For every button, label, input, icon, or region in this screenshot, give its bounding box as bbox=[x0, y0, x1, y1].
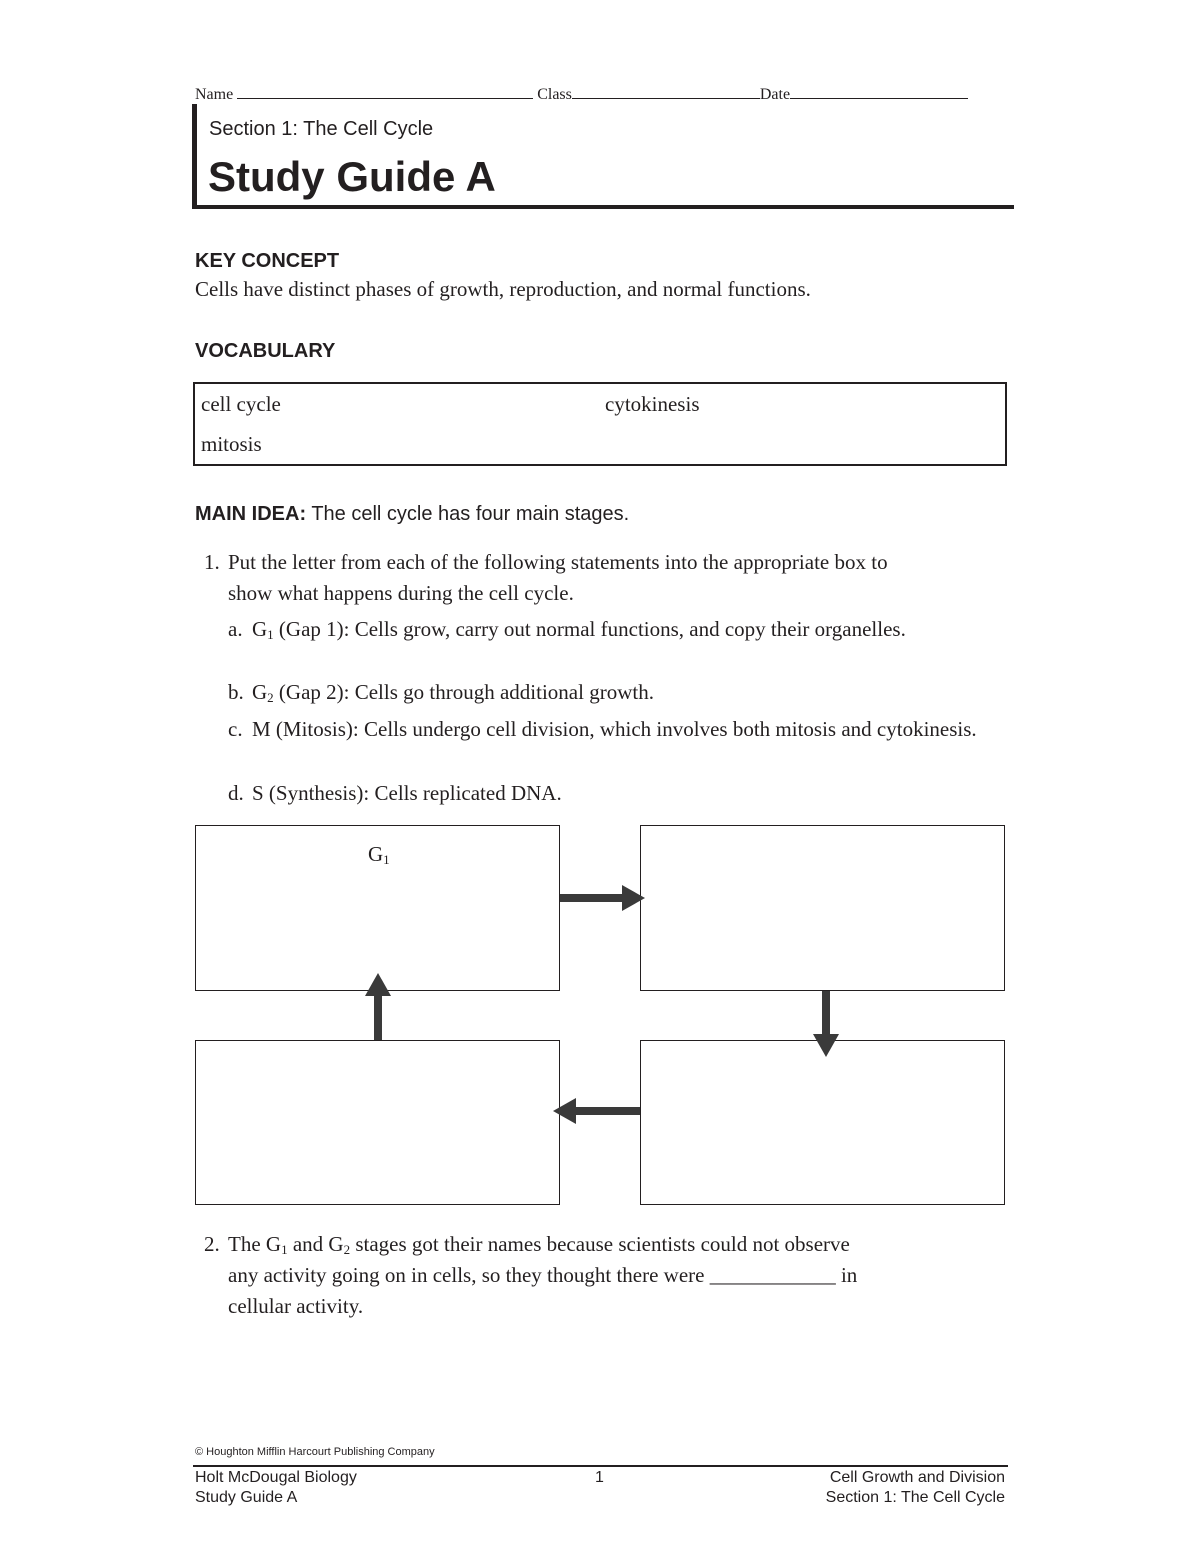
question-1-line-1: Put the letter from each of the following statements into the appropriate box to bbox=[228, 550, 888, 574]
question-1-line-2: show what happens during the cell cycle. bbox=[228, 581, 574, 605]
arrow-right-icon bbox=[560, 885, 645, 911]
page-number: 1 bbox=[595, 1469, 604, 1486]
question-1-number: 1. bbox=[204, 550, 220, 574]
footer-guide-name: Study Guide A bbox=[195, 1489, 298, 1506]
footer-divider bbox=[193, 1465, 1008, 1467]
vocab-term: mitosis bbox=[201, 432, 262, 456]
vocab-term: cell cycle bbox=[201, 392, 281, 416]
arrow-down-icon bbox=[813, 991, 839, 1057]
main-idea-text: The cell cycle has four main stages. bbox=[311, 503, 630, 525]
vocabulary-heading: VOCABULARY bbox=[195, 340, 336, 362]
arrow-up-icon bbox=[365, 973, 391, 1040]
name-label: Name bbox=[195, 86, 234, 103]
key-concept-heading: KEY CONCEPT bbox=[195, 250, 340, 272]
item-b-text: $G_2$ (Gap 2): Cells go through additional growth. bbox=[252, 680, 654, 705]
vocab-term: cytokinesis bbox=[605, 392, 700, 416]
item-d-text: S (Synthesis): Cells replicated DNA. bbox=[252, 781, 562, 805]
item-a-text: $G_1$ (Gap 1): Cells grow, carry out normal functions, and copy their organelles. bbox=[252, 617, 906, 642]
page-title: Study Guide A bbox=[208, 153, 496, 200]
section-label: Section 1: The Cell Cycle bbox=[209, 118, 434, 140]
footer-chapter: Cell Growth and Division bbox=[829, 1469, 1005, 1486]
item-d-letter: d. bbox=[228, 781, 244, 805]
main-idea-label: MAIN IDEA: bbox=[195, 503, 307, 525]
arrow-left-icon bbox=[553, 1098, 640, 1124]
box-1-label: $G_1$ bbox=[368, 842, 390, 867]
class-label: Class bbox=[537, 86, 572, 103]
question-2-line-1: The $G_1$ and $G_2$ stages got their names because scientists could not observe bbox=[228, 1232, 850, 1257]
copyright: © Houghton Mifflin Harcourt Publishing Company bbox=[195, 1446, 435, 1458]
question-2-line-2: any activity going on in cells, so they thought there were ____________ in bbox=[228, 1263, 858, 1287]
question-2-number: 2. bbox=[204, 1232, 220, 1256]
item-c-text: M (Mitosis): Cells undergo cell division, which involves both mitosis and cytokinesis. bbox=[252, 717, 977, 741]
item-a-letter: a. bbox=[228, 617, 243, 641]
footer-section: Section 1: The Cell Cycle bbox=[825, 1489, 1005, 1506]
footer-book-title: Holt McDougal Biology bbox=[195, 1469, 357, 1486]
date-label: Date bbox=[759, 86, 791, 103]
question-2-line-3: cellular activity. bbox=[228, 1294, 364, 1318]
key-concept-text: Cells have distinct phases of growth, reproduction, and normal functions. bbox=[195, 277, 811, 301]
item-c-letter: c. bbox=[228, 717, 243, 741]
item-b-letter: b. bbox=[228, 680, 244, 704]
